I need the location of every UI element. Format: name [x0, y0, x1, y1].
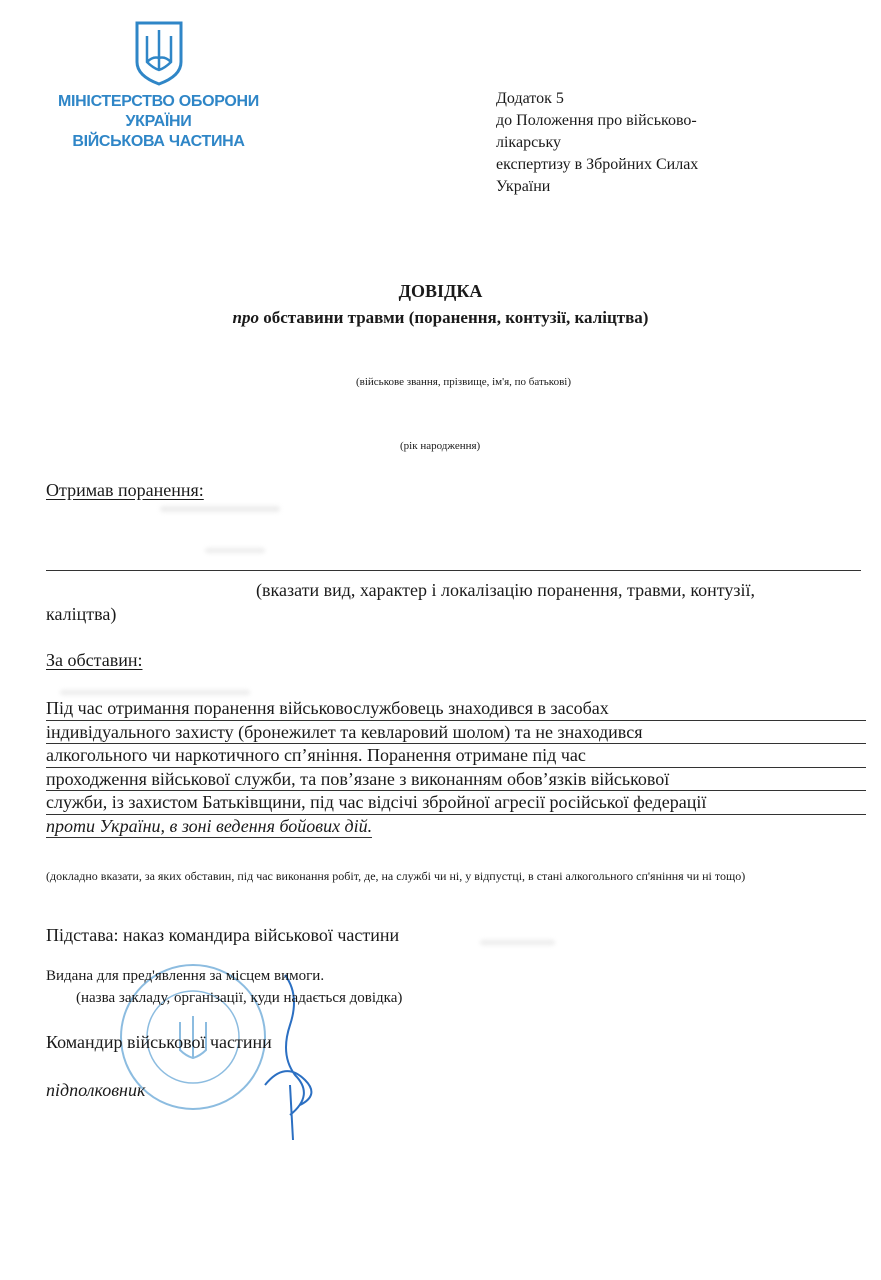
- issued-for-text: Видана для пред'явлення за місцем вимоги.: [46, 968, 325, 984]
- injury-underline: [46, 570, 861, 571]
- circumstances-line: Під час отримання поранення військовослужбовець знаходився в засобах: [46, 697, 866, 721]
- stamp-line-country: УКРАЇНИ: [125, 113, 192, 130]
- subtitle-rest: обставини травми (поранення, контузії, каліцтва): [259, 308, 649, 327]
- stamp-line-ministry: МІНІСТЕРСТВО ОБОРОНИ: [58, 93, 259, 110]
- appendix-line: експертизу в Збройних Силах: [496, 156, 699, 173]
- circumstances-label: За обставин:: [46, 650, 143, 670]
- injury-hint-continued: каліцтва): [46, 604, 117, 624]
- commander-title: Командир військової частини: [46, 1032, 272, 1052]
- injury-hint: (вказати вид, характер і локалізацію поранення, травми, контузії,: [256, 580, 756, 600]
- circumstances-line: індивідуального захисту (бронежилет та кевларовий шолом) та не знаходився: [46, 721, 866, 745]
- circumstances-line: служби, із захистом Батьківщини, під час відсічі збройної агресії російської федерації: [46, 791, 866, 815]
- redacted-text: [160, 506, 280, 512]
- issued-for-hint: (назва закладу, організації, куди надається довідка): [76, 990, 403, 1006]
- redacted-text: [480, 940, 555, 945]
- appendix-line: Додаток 5: [496, 90, 564, 107]
- redacted-text: [60, 690, 250, 695]
- circumstances-text: [46, 697, 866, 838]
- appendix-line: України: [496, 178, 551, 195]
- birth-year-hint: (рік народження): [400, 440, 481, 452]
- circumstances-last-line: [46, 815, 372, 839]
- injury-label: Отримав поранення:: [46, 480, 204, 500]
- subtitle-prefix: про: [232, 308, 259, 327]
- trident-emblem-icon: [133, 20, 185, 86]
- circumstances-hint: (докладно вказати, за яких обставин, під час виконання робіт, де, на службі чи ні, у відпустці, в стані алкогольного сп'яніння чи ні тощо): [46, 869, 746, 883]
- basis-text: Підстава: наказ командира військової частини: [46, 925, 400, 945]
- document-subtitle: [0, 308, 881, 328]
- commander-rank: підполковник: [46, 1080, 146, 1100]
- appendix-reference: [496, 88, 776, 198]
- document-title: ДОВІДКА: [398, 281, 483, 301]
- appendix-line: до Положення про військово-: [496, 112, 697, 129]
- stamp-line-unit: ВІЙСЬКОВА ЧАСТИНА: [72, 133, 245, 150]
- circumstances-last-line-text: проти України, в зоні ведення бойових дій.: [46, 815, 373, 836]
- appendix-line: лікарську: [496, 134, 562, 151]
- ministry-stamp: [56, 20, 261, 152]
- circumstances-line: проходження військової служби, та пов’язане з виконанням обов’язків військової: [46, 768, 866, 792]
- circumstances-line: алкогольного чи наркотичного сп’яніння. Поранення отримане під час: [46, 744, 866, 768]
- redacted-text: [205, 548, 265, 553]
- name-hint: (військове звання, прізвище, ім'я, по батькові): [356, 376, 571, 388]
